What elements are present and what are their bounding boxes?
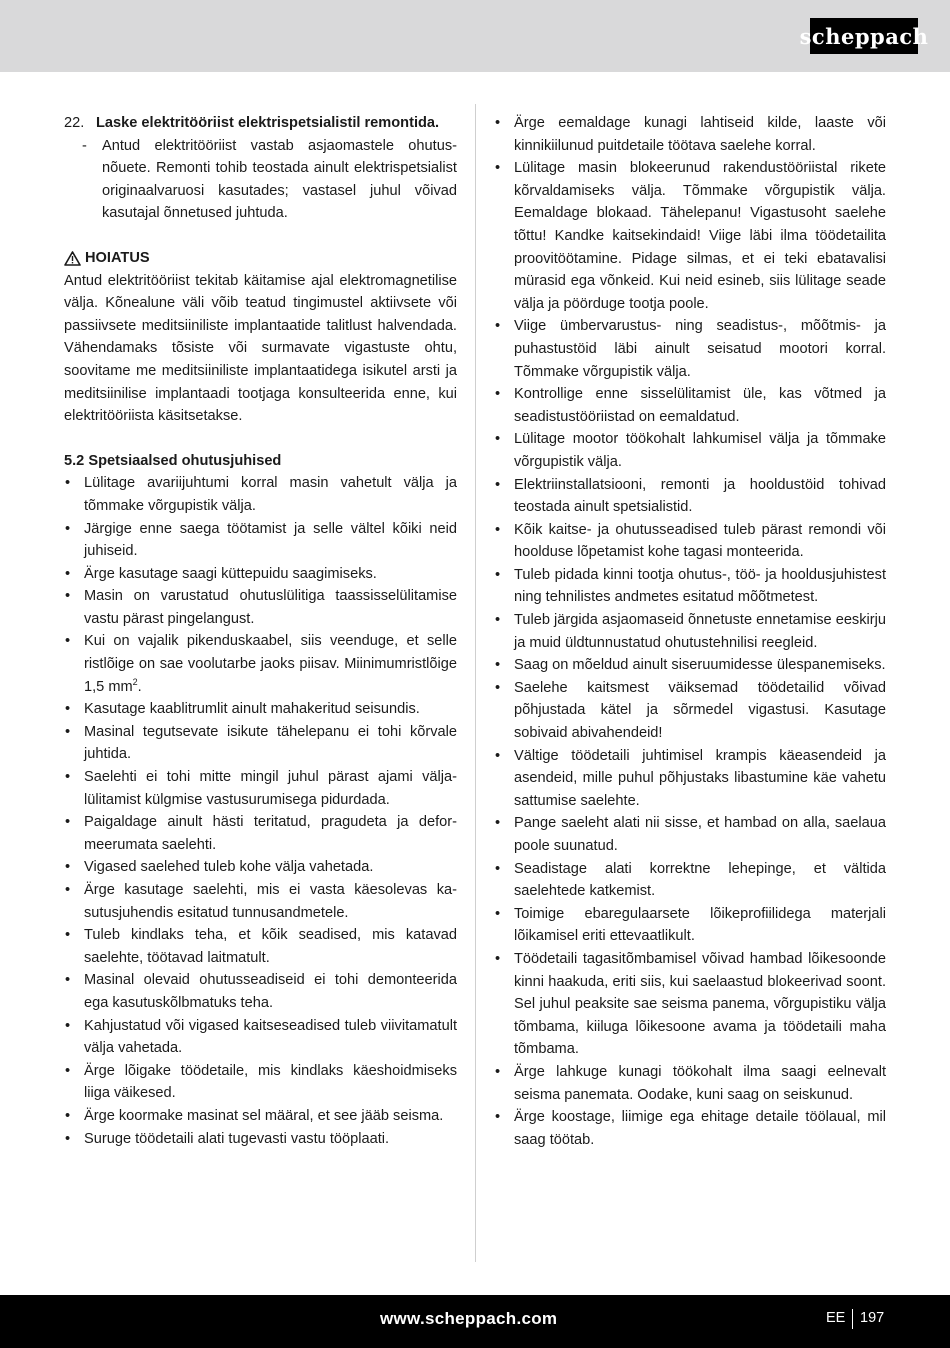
- bullet-text-body: Seadistage alati korrektne lehepinge, et vältida saelehtede katkemist.: [514, 860, 886, 900]
- bullet-item: [64, 585, 457, 630]
- footer-bar: [0, 1295, 950, 1348]
- bullet-text: [514, 677, 886, 745]
- bullet-text: [514, 812, 886, 857]
- bullet-item: [64, 563, 457, 586]
- bullet-item: [494, 858, 886, 903]
- bullet-mark: •: [495, 431, 501, 448]
- bullet-text-body: Kahjustatud või vigased kaitseseadised tuleb viivitamatult välja vahetada.: [84, 1017, 457, 1057]
- bullet-mark: •: [65, 588, 71, 605]
- bullet-mark: •: [65, 1017, 71, 1034]
- bullet-item: [494, 157, 886, 315]
- bullet-text-body: Ärge koostage, liimige ega ehitage detaile töölaual, mil saag töötab.: [514, 1109, 886, 1148]
- item-number: 22.: [64, 115, 85, 131]
- bullet-text-body: Ärge kasutage saelehti, mis ei vasta käesolevas kasutusjuhendis esitatud tunnusandmetele.: [84, 882, 457, 921]
- bullet-text-body: Vältige töödetaili juhtimisel krampis käeasendeid ja asendeid, mille puhul põhjustaks libastumine käe vahetu sattumise saelehte.: [514, 747, 886, 809]
- bullet-mark: •: [495, 815, 501, 832]
- bullet-mark: •: [495, 1063, 501, 1080]
- bullet-mark: •: [495, 115, 501, 131]
- bullet-item: [64, 1128, 457, 1151]
- bullet-item: [64, 630, 457, 698]
- bullet-item: [494, 812, 886, 857]
- bullet-item: [494, 948, 886, 1061]
- bullet-text-body: Vigased saelehed tuleb kohe välja vahetada.: [84, 859, 374, 876]
- bullet-text: [84, 1015, 457, 1060]
- bullet-item: [494, 654, 886, 677]
- page-number: 197: [860, 1310, 885, 1326]
- bullet-text: [514, 315, 886, 383]
- bullet-text: [514, 564, 886, 609]
- bullet-item: [64, 924, 457, 969]
- bullet-item: [494, 112, 886, 157]
- bullet-text: [84, 518, 457, 563]
- bullet-text-body: Ärge lõigake töödetaile, mis kindlaks käeshoidmiseks liiga väikesed.: [84, 1062, 457, 1102]
- bullet-mark: •: [495, 747, 501, 764]
- bullet-text-body: Tuleb järgida asjaomaseid õnnetuste ennetamise eeskirju ja muid üldtunnustatud ohutustehnilisi reegleid.: [514, 612, 886, 651]
- bullet-mark: •: [495, 860, 501, 877]
- bullet-mark: •: [495, 476, 501, 493]
- footer-separator: [852, 1309, 853, 1329]
- bullet-mark: •: [495, 160, 501, 177]
- bullet-item: [64, 698, 457, 721]
- column-divider: [475, 104, 476, 1262]
- bullet-text-body: Masin on varustatud ohutuslülitiga taassisselülitamise vastu pärast pingelangust.: [84, 588, 457, 627]
- bullet-item: [64, 856, 457, 879]
- bullet-item: [64, 766, 457, 811]
- bullet-text: [84, 811, 457, 856]
- bullet-mark: •: [495, 318, 501, 335]
- bullet-mark: •: [65, 1130, 71, 1147]
- bullet-mark: •: [495, 679, 501, 696]
- section-title: 5.2 Spetsiaalsed ohutusjuhised: [64, 452, 282, 469]
- bullet-text-body: Järgige enne saega töötamist ja selle vältel kõiki neid juhiseid.: [84, 520, 457, 560]
- dash-mark: -: [82, 137, 87, 154]
- bullet-mark: •: [65, 972, 71, 989]
- bullet-mark: •: [495, 1109, 501, 1126]
- bullet-mark: •: [495, 386, 501, 403]
- bullet-text: [84, 1105, 457, 1128]
- bullet-text: [514, 745, 886, 813]
- bullet-mark: •: [65, 475, 71, 492]
- bullet-text: [84, 630, 457, 698]
- bullet-item: [64, 811, 457, 856]
- bullet-text-body: Tuleb pidada kinni tootja ohutus-, töö- ja hooldusjuhistest ning tehnilistes andmetes esitatud mõõtmetest.: [514, 566, 886, 606]
- bullet-text-body: Ärge kasutage saagi küttepuidu saagimiseks.: [84, 565, 377, 582]
- bullet-text-body: Töödetaili tagasitõmbamisel võivad hambad lõikesoonde kinni haakuda, eriti siis, kui saelaastud blokeerivad soont. Sel juhul peaksite sae seisma panema, võrgupistiku välja tõmbama, kiiluga lõikesoone avama ja töödetaili maha tõmbama.: [514, 950, 886, 1058]
- bullet-mark: •: [495, 521, 501, 538]
- bullet-item: [494, 519, 886, 564]
- bullet-text: [84, 472, 457, 517]
- bullet-item: [494, 315, 886, 383]
- warning-heading: [64, 247, 457, 270]
- bullet-text-body: Masinal olevaid ohutusseadiseid ei tohi demonteerida ega kasutuskõlbmatuks teha.: [84, 972, 457, 1011]
- bullet-text: [514, 903, 886, 948]
- bullet-text-body: Pange saeleht alati nii sisse, et hambad on alla, saelaua poole suunatud.: [514, 815, 886, 854]
- bullet-text: [514, 428, 886, 473]
- bullet-text: [84, 969, 457, 1014]
- warning-title: HOIATUS: [85, 249, 150, 266]
- bullet-item: [64, 1060, 457, 1105]
- bullet-text-body: Kõik kaitse- ja ohutusseadised tuleb pärast remondi või hoolduse lõpetamist kohe tagasi monteerida.: [514, 521, 886, 561]
- bullet-item: [494, 609, 886, 654]
- bullet-mark: •: [65, 927, 71, 944]
- left-column: [64, 112, 457, 1150]
- bullet-item: [494, 383, 886, 428]
- bullet-item: [64, 518, 457, 563]
- bullet-mark: •: [65, 1107, 71, 1124]
- bullet-item: [494, 474, 886, 519]
- bullet-mark: •: [65, 882, 71, 898]
- bullet-item: [64, 1105, 457, 1128]
- bullet-mark: •: [65, 814, 71, 831]
- bullet-text-body: Suruge töödetaili alati tugevasti vastu tööplaati.: [84, 1130, 390, 1147]
- bullet-text-body: Paigaldage ainult hästi teritatud, pragudeta ja deformeerumata saelehti.: [84, 814, 457, 853]
- bullet-item: [494, 1106, 886, 1151]
- bullet-text: [514, 474, 886, 519]
- right-column: [494, 112, 886, 1151]
- bullet-text: [84, 766, 457, 811]
- item-detail-text: Antud elektritööriist vastab asjaomastele ohutusnõuete. Remonti tohib teostada ainult elektrispetsialist originaalvaruosi kasutades; vastasel juhul võivad kasutajal õnnetused juhtuda.: [102, 137, 457, 222]
- left-bullet-list: [64, 472, 457, 1150]
- bullet-text: [84, 721, 457, 766]
- bullet-text-body: Tuleb kindlaks teha, et kõik seadised, mis katavad saelehte, töötavad laitmatult.: [84, 927, 457, 966]
- bullet-item: [494, 1061, 886, 1106]
- scheppach-logo: [799, 18, 929, 54]
- bullet-text-body: Masinal tegutsevate isikute tähelepanu ei tohi kõrvale juhtida.: [84, 723, 457, 763]
- bullet-text: [514, 858, 886, 903]
- bullet-text-body: Kasutage kaablitrumlit ainult mahakeritud seisundis.: [84, 701, 420, 718]
- bullet-text: [514, 157, 886, 315]
- bullet-text-body: Viige ümbervarustus- ning seadistus-, mõõtmis- ja puhastustöid läbi ainult seisatud mootori korral. Tõmmake võrgupistik välja.: [514, 318, 886, 380]
- bullet-text-body: Ärge lahkuge kunagi töökohalt ilma saagi eelnevalt seisma panemata. Oodake, kuni saag on seiskunud.: [514, 1063, 886, 1103]
- bullet-mark: •: [65, 859, 71, 876]
- warning-text: Antud elektritööriist tekitab käitamise ajal elektromagnetilise välja. Kõnealune väli võib teatud tingimustel aktiivsete või passiivsete meditsiiniliste implantaatide talitlust halvendada. Vähendamaks tõsiste või surmavate vigastuste ohtu, soovitame me meditsiiniliste implantaatidega isikutel arsti ja meditsiinilise implantaadi tootjaga konsulteerida enne, kui elektritööriista käsitsetakse.: [64, 272, 457, 425]
- bullet-item: [494, 903, 886, 948]
- bullet-text-body: Ärge eemaldage kunagi lahtiseid kilde, laaste või kinnikiilunud puitdetaile töötava saelehe korral.: [514, 115, 886, 154]
- bullet-text-body: Toimige ebaregulaarsete lõikeprofiilidega materjali lõikamisel eriti ettevaatlikult.: [514, 905, 886, 945]
- bullet-text: [84, 879, 457, 924]
- bullet-mark: •: [65, 769, 71, 786]
- bullet-mark: •: [495, 566, 501, 583]
- bullet-text-body: Elektriinstallatsiooni, remonti ja hooldustöid tohivad teostada ainult spetsialistid.: [514, 476, 886, 516]
- bullet-text-body: Lülitage masin blokeerunud rakendustööriistal rikete kõrvaldamiseks välja. Tõmmake võrgupistik välja. Eemaldage blokaad. Tähelepanu! Vigastusoht saelehe tõttu! Kandke kaitsekindaid! Viige läbi ilma töödetailita proovitöötamine. Pidage silmas, et ei teki ebatavalisi mürasid ega võnkeid. Kui neid esineb, siis lülitage seade välja ja pöörduge tootja poole.: [514, 160, 886, 312]
- bullet-text-body: Ärge koormake masinat sel määral, et see jääb seisma.: [84, 1107, 444, 1124]
- bullet-mark: •: [495, 905, 501, 922]
- bullet-item: [64, 721, 457, 766]
- bullet-text: [84, 856, 457, 879]
- bullet-item: [64, 879, 457, 924]
- bullet-text-body: Kui on vajalik pikenduskaabel, siis veenduge, et selle ristlõige on sae voolutarbe jaoks piisav. Miinimumristlõige 1,5 mm: [84, 633, 457, 695]
- bullet-text: [84, 1060, 457, 1105]
- bullet-text: [514, 609, 886, 654]
- bullet-text: [514, 112, 886, 157]
- bullet-mark: •: [65, 1062, 71, 1079]
- bullet-text: [514, 654, 886, 677]
- bullet-mark: •: [495, 612, 501, 629]
- bullet-mark: •: [495, 657, 501, 674]
- bullet-text-body: Saelehe kaitsmest väiksemad töödetailid võivad põhjustada kätel ja sõrmedel vigastusi. Kasutage sobivaid abivahendeid!: [514, 679, 886, 742]
- bullet-item: [64, 969, 457, 1014]
- item-title: Laske elektritööriist elektrispetsialistil remontida.: [96, 115, 440, 131]
- sentence-period: .: [137, 678, 142, 695]
- warning-triangle-icon: [64, 251, 81, 266]
- bullet-text: [84, 924, 457, 969]
- logo-text: scheppach: [799, 23, 929, 49]
- bullet-mark: •: [65, 701, 71, 718]
- bullet-item: [64, 1015, 457, 1060]
- bullet-item: [494, 677, 886, 745]
- bullet-text: [514, 1106, 886, 1151]
- bullet-mark: •: [65, 633, 71, 650]
- right-bullet-list: [494, 112, 886, 1151]
- bullet-text-body: Lülitage avariijuhtumi korral masin vahetult välja ja tõmmake võrgupistik välja.: [84, 475, 457, 514]
- bullet-item: [64, 472, 457, 517]
- bullet-mark: •: [65, 723, 71, 740]
- bullet-text: [84, 698, 457, 721]
- bullet-text: [514, 1061, 886, 1106]
- bullet-item: [494, 564, 886, 609]
- bullet-text-body: Saag on mõeldud ainult siseruumidesse ülespanemiseks.: [514, 657, 886, 674]
- unit-superscript: 2: [132, 676, 138, 687]
- numbered-item-22: [64, 112, 457, 135]
- bullet-mark: •: [495, 950, 501, 967]
- bullet-mark: •: [65, 520, 71, 537]
- bullet-text: [84, 585, 457, 630]
- bullet-mark: •: [65, 565, 71, 582]
- footer-url: www.scheppach.com: [380, 1309, 558, 1328]
- bullet-text: [514, 948, 886, 1061]
- bullet-item: [494, 745, 886, 813]
- bullet-text: [84, 1128, 457, 1151]
- bullet-text-body: Lülitage mootor töökohalt lahkumisel välja ja tõmmake võrgupistik välja.: [514, 431, 886, 470]
- bullet-text-body: Saelehti ei tohi mitte mingil juhul pärast ajami väljalülitamist külgmise vastusurumisega pidurdada.: [84, 769, 457, 808]
- footer-language: EE: [826, 1310, 846, 1326]
- bullet-text: [514, 383, 886, 428]
- item-detail: [64, 135, 457, 225]
- bullet-item: [494, 428, 886, 473]
- bullet-text-body: Kontrollige enne sisselülitamist üle, kas võtmed ja seadistustööriistad on eemaldatud.: [514, 386, 886, 425]
- bullet-text: [84, 563, 457, 586]
- bullet-text: [514, 519, 886, 564]
